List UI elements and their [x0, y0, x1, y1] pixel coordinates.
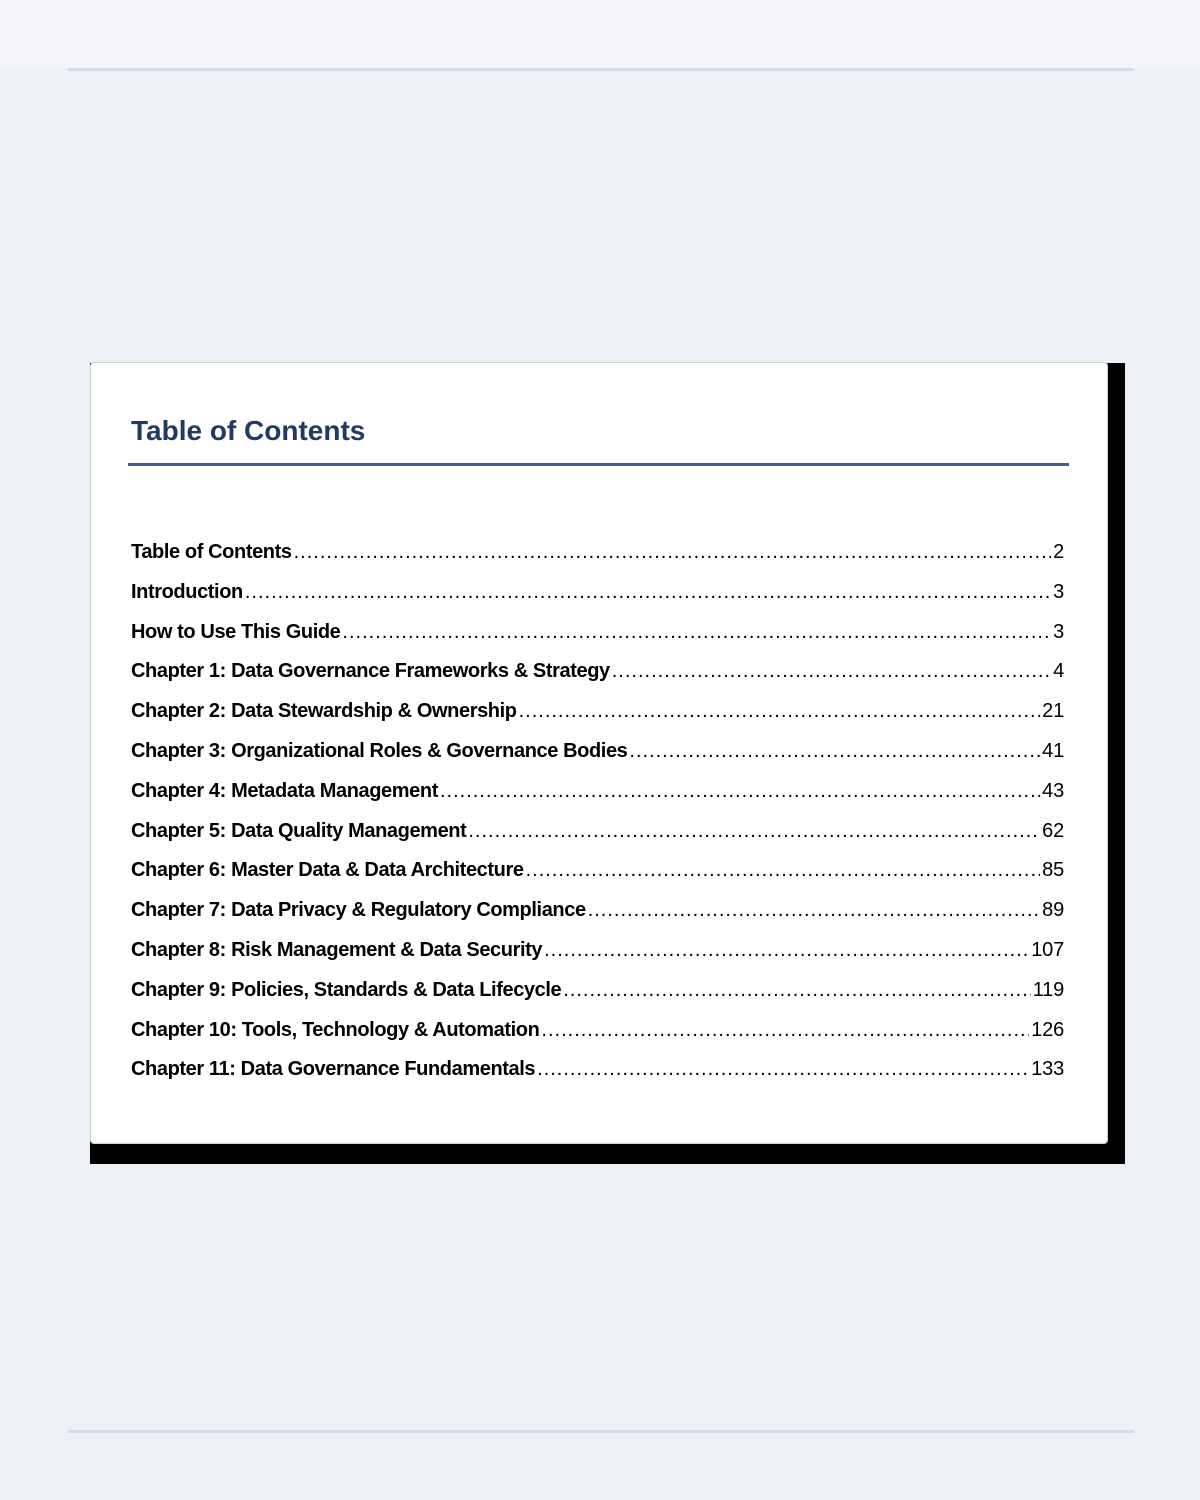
toc-dot-leader [629, 732, 1040, 772]
toc-dot-leader [440, 772, 1040, 812]
toc-dot-leader [588, 891, 1040, 931]
toc-entry-title[interactable]: Chapter 2: Data Stewardship & Ownership [131, 700, 517, 723]
toc-dot-leader [612, 652, 1051, 692]
toc-entry-page-number: 41 [1042, 739, 1064, 762]
toc-entry[interactable] [131, 613, 1064, 653]
toc-entry-page-number: 119 [1032, 978, 1064, 1001]
toc-entry[interactable] [131, 533, 1064, 573]
toc-dot-leader [544, 931, 1029, 971]
toc-entry[interactable] [131, 573, 1064, 613]
toc-dot-leader [468, 812, 1040, 852]
toc-dot-leader [541, 1011, 1029, 1051]
toc-entry-page-number: 3 [1053, 580, 1064, 603]
toc-entry-title[interactable]: Chapter 7: Data Privacy & Regulatory Compliance [131, 899, 586, 922]
toc-entry[interactable] [131, 692, 1064, 732]
toc-heading: Table of Contents [131, 415, 366, 446]
top-divider [68, 68, 1134, 71]
toc-entry-page-number: 4 [1053, 660, 1064, 683]
toc-dot-leader [526, 851, 1041, 891]
top-toolbar-band [0, 0, 1200, 68]
toc-entry-title[interactable]: Chapter 10: Tools, Technology & Automation [131, 1018, 540, 1041]
toc-entry[interactable] [131, 1011, 1064, 1051]
toc-dot-leader [519, 692, 1041, 732]
toc-dot-leader [537, 1050, 1029, 1090]
toc-entry-page-number: 62 [1042, 819, 1064, 842]
toc-entry-title[interactable]: Chapter 1: Data Governance Frameworks & Strategy [131, 660, 610, 683]
toc-entry[interactable] [131, 851, 1064, 891]
toc-entry-page-number: 107 [1031, 938, 1064, 961]
toc-entry-page-number: 89 [1042, 899, 1064, 922]
document-page [90, 362, 1108, 1144]
toc-dot-leader [294, 533, 1051, 573]
toc-entry-title[interactable]: Chapter 6: Master Data & Data Architecture [131, 859, 524, 882]
toc-entry-title[interactable]: How to Use This Guide [131, 620, 341, 643]
toc-entry-page-number: 126 [1031, 1018, 1064, 1041]
toc-entry-title[interactable]: Chapter 11: Data Governance Fundamentals [131, 1058, 536, 1081]
toc-entry-page-number: 2 [1053, 541, 1064, 563]
toc-entry-title[interactable]: Chapter 8: Risk Management & Data Security [131, 938, 543, 961]
toc-entry-title[interactable]: Introduction [131, 580, 243, 603]
toc-entry[interactable] [131, 812, 1064, 852]
toc-entry[interactable] [131, 1050, 1064, 1090]
toc-entry-page-number: 133 [1031, 1058, 1064, 1081]
toc-dot-leader [563, 971, 1030, 1011]
toc-list [131, 533, 1064, 1090]
toc-entry[interactable] [131, 931, 1064, 971]
toc-entry-page-number: 85 [1042, 859, 1064, 882]
toc-entry[interactable] [131, 772, 1064, 812]
toc-heading-underline [128, 463, 1069, 466]
toc-entry-title[interactable]: Chapter 5: Data Quality Management [131, 819, 467, 842]
toc-entry-title[interactable]: Chapter 3: Organizational Roles & Governance Bodies [131, 739, 628, 762]
toc-entry-page-number: 21 [1042, 700, 1064, 723]
toc-entry[interactable] [131, 732, 1064, 772]
toc-entry[interactable] [131, 891, 1064, 931]
bottom-divider [68, 1430, 1134, 1433]
toc-entry[interactable] [131, 652, 1064, 692]
toc-entry-title[interactable]: Chapter 4: Metadata Management [131, 779, 438, 802]
toc-entry-page-number: 3 [1053, 620, 1064, 643]
toc-entry[interactable] [131, 971, 1064, 1011]
toc-entry-title[interactable]: Chapter 9: Policies, Standards & Data Lifecycle [131, 978, 562, 1001]
toc-entry-page-number: 43 [1042, 779, 1064, 802]
toc-dot-leader [245, 573, 1051, 613]
toc-dot-leader [342, 613, 1051, 653]
toc-entry-title[interactable]: Table of Contents [131, 541, 292, 563]
